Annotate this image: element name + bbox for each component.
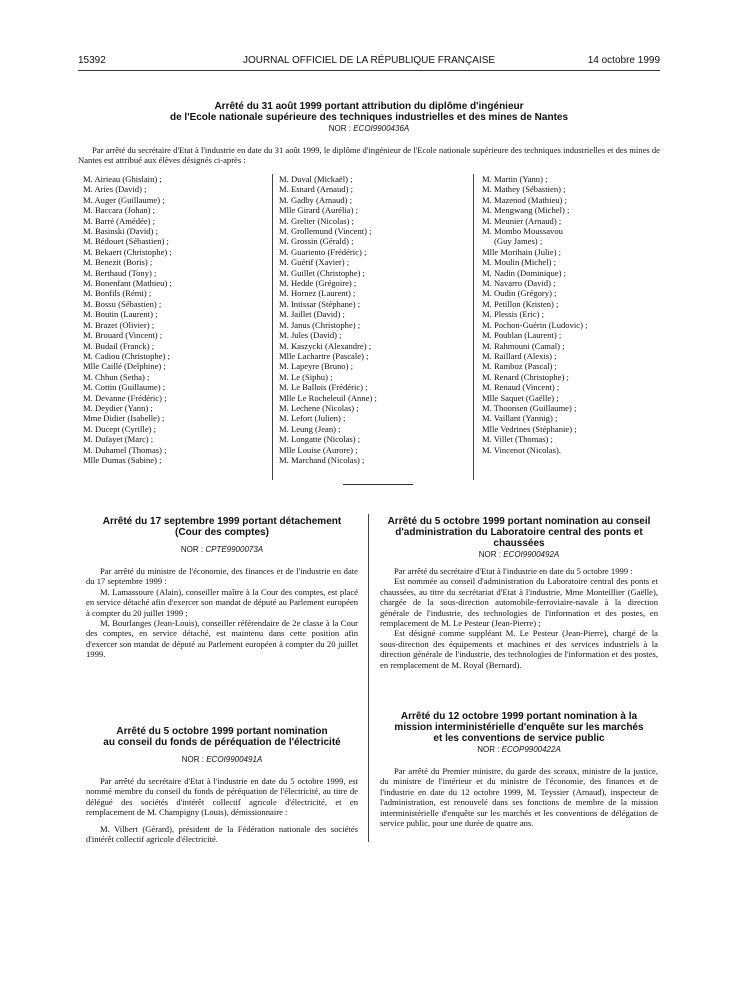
column-divider xyxy=(473,174,474,480)
graduate-name: M. Baccara (Johan) ; xyxy=(83,205,156,216)
graduate-name: M. Lapeyre (Bruno) ; xyxy=(279,361,353,372)
column-divider xyxy=(368,514,369,842)
decree-paragraph: Est nommée au conseil d'administration du Laboratoire central des ponts et chaussées, au titre du secrétariat d'Etat à l'industrie, Mme Monteillier (Gaëlle), chargée de la sous-direction automobile-ferroviaire-navale à la direction générale de l'industrie, des technologies de l'information et des postes, en remplacement de M. Le Pesteur (Jean-Pierre) ; xyxy=(380,576,658,629)
section-separator xyxy=(343,484,413,485)
graduate-name: M. Pochon-Guérin (Ludovic) ; xyxy=(482,319,588,330)
graduate-name: M. Vincenot (Nicolas). xyxy=(482,444,562,455)
graduate-name: M. Airieau (Ghislain) ; xyxy=(83,174,162,184)
graduate-name: M. Martin (Yann) ; xyxy=(482,174,548,184)
graduate-name: M. Hedde (Grégoire) ; xyxy=(279,278,357,289)
graduate-name: M. Brazet (Olivier) ; xyxy=(83,319,155,330)
graduate-name: M. Vaillant (Yannig) ; xyxy=(482,413,558,424)
graduate-name: M. Mombo Moussavou xyxy=(482,226,563,237)
graduate-name: M. Aries (David) ; xyxy=(83,184,147,195)
graduate-name: M. Guérif (Xavier) ; xyxy=(279,257,350,268)
decree-paragraph: M. Vilbert (Gérard), président de la Fédération nationale des sociétés d'intérêt collectif agricole d'électricité. xyxy=(86,823,358,845)
decree-public-contracts xyxy=(380,711,658,828)
graduate-name: M. Intissar (Stéphane) ; xyxy=(279,298,361,309)
graduate-name: M. Renaud (Vincent) ; xyxy=(482,382,560,393)
graduate-name: Mlle Le Rocheleuil (Anne) ; xyxy=(279,392,377,403)
graduate-name: M. Moulin (Michel) ; xyxy=(482,257,556,268)
graduate-name: M. Jaillet (David) ; xyxy=(279,309,345,320)
names-column-2 xyxy=(279,174,377,465)
graduate-name: Mlle Caillé (Delphine) ; xyxy=(83,361,166,372)
graduate-name: M. Guariento (Frédéric) ; xyxy=(279,246,367,257)
graduate-name: M. Basinski (David) ; xyxy=(83,226,158,237)
decree-paragraph: Par arrêté du secrétaire d'Etat à l'industrie en date du 5 octobre 1999 : xyxy=(394,566,633,576)
graduate-name: M. Poublan (Laurent) ; xyxy=(482,330,562,341)
graduate-name: M. Bédouet (Sébastien) ; xyxy=(83,236,169,247)
graduate-name: M. Renard (Christophe) ; xyxy=(482,371,569,382)
graduate-name: M. Budail (Franck) ; xyxy=(83,340,155,351)
graduate-name: M. Berthaud (Tony) ; xyxy=(83,267,157,278)
names-column-3 xyxy=(482,174,588,455)
graduate-name: M. Rahmouni (Camal) ; xyxy=(482,340,565,351)
decree-laboratory xyxy=(380,516,658,670)
decree-intro: Par arrêté du secrétaire d'Etat à l'industrie en date du 31 août 1999, le diplôme d'ingénieur de l'Ecole nationale supérieure des techniques industrielles et des mines de Nantes est attribué aux élèves désignés ci-après : xyxy=(78,145,660,166)
decree-title: Arrêté du 31 août 1999 portant attribution du diplôme d'ingénieur de l'Ecole nationale supérieure des techniques industrielles et des mines de Nantes xyxy=(169,101,569,123)
nor-reference: NOR : ECOP9900422A xyxy=(477,745,561,754)
graduate-name: M. Cadiou (Christophe) ; xyxy=(83,350,170,361)
graduate-name: M. Meunier (Arnaud) ; xyxy=(482,215,562,226)
graduate-name: Mlle Morihain (Julie) ; xyxy=(482,246,562,257)
decree-diploma xyxy=(78,101,660,166)
graduate-name: M. Benezit (Boris) ; xyxy=(83,257,153,268)
graduate-name: M. Janus (Christophe) ; xyxy=(279,319,361,330)
decree-title: Arrêté du 12 octobre 1999 portant nomination à la mission interministérielle d'enquête sur les marchés et les conventions de service public xyxy=(394,711,644,744)
graduate-name: M. Mengwang (Michel) ; xyxy=(482,205,570,216)
graduate-name: M. Leung (Jean) ; xyxy=(279,423,341,434)
nor-reference: NOR : ECOI9900491A xyxy=(181,755,263,764)
graduate-name: M. Dufayet (Marc) ; xyxy=(83,434,154,445)
decree-title: Arrêté du 5 octobre 1999 portant nomination au conseil d'administration du Laboratoire central des ponts et chaussées xyxy=(387,516,651,549)
graduate-name: M. Nadin (Dominique) ; xyxy=(482,267,567,278)
graduate-name: M. Duhamel (Thomas) ; xyxy=(83,444,167,455)
nor-reference: NOR : ECOI9900436A xyxy=(328,124,410,133)
issue-date: 14 octobre 1999 xyxy=(587,55,660,66)
journal-title: JOURNAL OFFICIEL DE LA RÉPUBLIQUE FRANÇAISE xyxy=(242,55,496,66)
decree-detachment xyxy=(86,516,358,660)
graduate-name: M. Auger (Guillaume) ; xyxy=(83,194,165,205)
decree-paragraph: Par arrêté du secrétaire d'Etat à l'industrie en date du 5 octobre 1999, est nommé membre du conseil du fonds de péréquation de l'électricité, au titre de délégué des sociétés d'intérêt collectif agricole d'électricité, et en remplacement de M. Champigny (Louis), démissionnaire : xyxy=(86,776,358,818)
graduate-name: M. Lefort (Julien) ; xyxy=(279,413,346,424)
graduate-name: M. Lechene (Nicolas) ; xyxy=(279,402,359,413)
graduate-name: M. Oudin (Grégory) ; xyxy=(482,288,557,299)
graduate-name: M. Le (Siphu) ; xyxy=(279,371,333,382)
page-number: 15392 xyxy=(78,55,106,66)
graduate-name: Mlle Girard (Aurélia) ; xyxy=(279,205,358,216)
graduate-name: M. Deydier (Yann) ; xyxy=(83,402,153,413)
graduate-name: M. Boutin (Laurent) ; xyxy=(83,309,158,320)
graduate-name: M. Esnard (Arnaud) ; xyxy=(279,184,353,195)
graduate-name: M. Bonfils (Rémi) ; xyxy=(83,288,152,299)
decree-paragraph: Par arrêté du ministre de l'économie, des finances et de l'industrie en date du 17 septembre 1999 : xyxy=(86,566,358,587)
graduate-name: Mme Didier (Isabelle) ; xyxy=(83,413,165,424)
graduate-name: M. Bossu (Sébastien) ; xyxy=(83,298,162,309)
graduate-name: M. Thoonsen (Guillaume) ; xyxy=(482,402,577,413)
graduate-name: M. Bekaert (Christophe) ; xyxy=(83,246,172,257)
graduate-name: M. Devanne (Frédéric) ; xyxy=(83,392,167,403)
graduate-name: M. Guillet (Christophe) ; xyxy=(279,267,365,278)
graduate-name: M. Ducept (Cyrille) ; xyxy=(83,423,157,434)
graduate-name: M. Petillon (Kristen) ; xyxy=(482,298,559,309)
page-header xyxy=(78,55,660,69)
graduate-name: M. Bonenfant (Mathieu) ; xyxy=(83,278,172,289)
graduate-name: M. Grollemund (Vincent) ; xyxy=(279,226,372,237)
graduate-name: M. Gadby (Arnaud) ; xyxy=(279,194,353,205)
decree-paragraph: Par arrêté du Premier ministre, du garde des sceaux, ministre de la justice, du ministre de l'intérieur et du ministre de l'économie, des finances et de l'industrie en date du 12 octobre 1999, M. Teyssier (Arnaud), inspecteur de l'administration, est renouvelé dans ses fonctions de membre de la mission interministérielle d'enquête sur les marchés et les conventions de délégation de service public, pour une durée de quatre ans. xyxy=(380,766,658,829)
names-column-1 xyxy=(83,174,172,465)
graduate-name: Mlle Louise (Aurore) ; xyxy=(279,444,358,455)
graduate-name: M. Brouard (Vincent) ; xyxy=(83,330,163,341)
graduate-name: (Guy James) ; xyxy=(494,236,543,247)
header-rule xyxy=(78,70,660,71)
graduate-name: M. Hornez (Laurent) ; xyxy=(279,288,356,299)
graduate-name: M. Raillard (Alexis) ; xyxy=(482,350,557,361)
graduates-list xyxy=(78,174,660,480)
graduate-name: M. Duval (Mickaël) ; xyxy=(279,174,353,184)
graduate-name: Mlle Lachartre (Pascale) ; xyxy=(279,350,369,361)
graduate-name: M. Cottin (Guillaume) ; xyxy=(83,382,166,393)
graduate-name: M. Ramboz (Pascal) ; xyxy=(482,361,557,372)
decree-electricity-fund xyxy=(86,726,358,844)
graduate-name: M. Kaszycki (Alexandre) ; xyxy=(279,340,372,351)
decree-title: Arrêté du 17 septembre 1999 portant détachement (Cour des comptes) xyxy=(102,516,342,538)
graduate-name: M. Le Ballois (Frédéric) ; xyxy=(279,382,368,393)
graduate-name: M. Grossin (Gérald) ; xyxy=(279,236,354,247)
graduate-name: M. Marchand (Nicolas) ; xyxy=(279,454,365,465)
graduate-name: M. Grelier (Nicolas) ; xyxy=(279,215,354,226)
decree-paragraph: M. Bourlanges (Jean-Louis), conseiller référendaire de 2e classe à la Cour des comptes, en service détaché, est maintenu dans cette position afin d'exercer son mandat de député au Parlement européen à compter du 20 juillet 1999. xyxy=(86,618,358,660)
column-divider xyxy=(272,174,273,480)
graduate-name: M. Plessis (Eric) ; xyxy=(482,309,545,320)
nor-reference: NOR : CPTE9900073A xyxy=(180,545,264,554)
graduate-name: M. Mathey (Sébastien) ; xyxy=(482,184,566,195)
graduate-name: M. Villet (Thomas) ; xyxy=(482,434,553,445)
graduate-name: Mlle Dumas (Sabine) ; xyxy=(83,454,162,465)
graduate-name: M. Jules (David) ; xyxy=(279,330,342,341)
graduate-name: M. Longatte (Nicolas) ; xyxy=(279,434,361,445)
graduate-name: M. Chhun (Setha) ; xyxy=(83,371,150,382)
decree-title: Arrêté du 5 octobre 1999 portant nomination au conseil du fonds de péréquation de l'électricité xyxy=(103,726,341,748)
nor-reference: NOR : ECOI9900492A xyxy=(478,550,560,559)
graduate-name: M. Mazenod (Mathieu) ; xyxy=(482,194,567,205)
graduate-name: M. Barré (Amédée) ; xyxy=(83,215,156,226)
decree-paragraph: M. Lamassoure (Alain), conseiller maître à la Cour des comptes, est placé en service détaché afin d'exercer son mandat de député au Parlement européen à compter du 20 juillet 1999 ; xyxy=(86,586,358,618)
graduate-name: M. Navarro (David) ; xyxy=(482,278,556,289)
decree-paragraph: Est désigné comme suppléant M. Le Pesteur (Jean-Pierre), chargé de la sous-direction des équipements et machines et des services industriels à la direction générale de l'industrie, des technologies de l'information et des postes, en remplacement de M. Royal (Bernard). xyxy=(380,628,658,670)
graduate-name: Mlle Saquet (Gaëlle) ; xyxy=(482,392,559,403)
graduate-name: Mlle Vedrines (Stéphanie) ; xyxy=(482,423,577,434)
